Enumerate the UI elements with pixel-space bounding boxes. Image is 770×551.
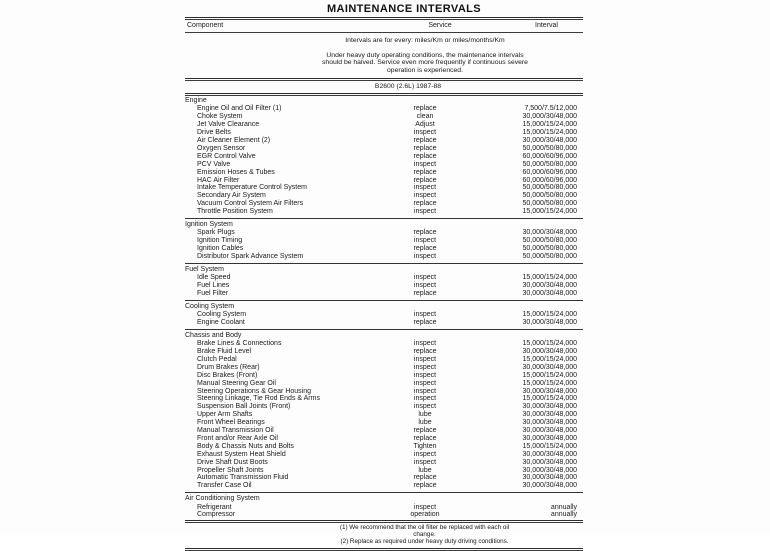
table-row (185, 137, 583, 145)
service-cell: replace (413, 347, 437, 355)
table-row (185, 237, 583, 245)
component-cell: Fuel Filter (197, 289, 229, 297)
table-row (185, 403, 583, 411)
page-title: MAINTENANCE INTERVALS (326, 3, 482, 15)
component-cell: Brake Lines & Connections (197, 340, 282, 348)
interval-cell: 30,000/30/48,000 (522, 113, 577, 121)
table-row (185, 274, 583, 282)
interval-cell: 15,000/15/24,000 (522, 340, 577, 348)
interval-cell: 30,000/30/48,000 (522, 318, 577, 326)
component-cell: Suspension Ball Joints (Front) (197, 403, 291, 411)
interval-cell: 30,000/30/48,000 (522, 137, 577, 145)
table-row (185, 419, 583, 427)
table-row (185, 290, 583, 298)
service-cell: inspect (413, 363, 437, 371)
component-cell: Front and/or Rear Axle Oil (197, 434, 278, 442)
column-header-interval: Interval (535, 22, 558, 29)
maintenance-intervals-table (185, 17, 583, 551)
interval-cell: 60,000/60/96,000 (522, 176, 577, 184)
interval-cell: 50,000/50/80,000 (522, 253, 577, 261)
table-row (185, 511, 583, 519)
interval-cell: 30,000/30/48,000 (522, 458, 577, 466)
component-cell: Air Cleaner Element (2) (197, 137, 271, 145)
table-row (185, 340, 583, 348)
component-cell: HAC Air Filter (197, 176, 240, 184)
interval-cell: 50,000/50/80,000 (522, 237, 577, 245)
service-cell: replace (413, 482, 437, 490)
interval-cell: 30,000/30/48,000 (522, 450, 577, 458)
component-cell: Refrigerant (197, 503, 232, 511)
intervals-note: Intervals are for every: miles/Km or miles/months/Km (345, 37, 505, 44)
table-row (185, 372, 583, 380)
interval-cell: 30,000/30/48,000 (522, 474, 577, 482)
component-cell: Steering Operations & Gear Housing (197, 387, 312, 395)
interval-cell: 50,000/50/80,000 (522, 184, 577, 192)
section-title: Air Conditioning System (185, 495, 260, 503)
component-cell: Disc Brakes (Front) (197, 371, 258, 379)
interval-cell: 30,000/30/48,000 (522, 482, 577, 490)
table-row (185, 253, 583, 261)
interval-cell: 15,000/15/24,000 (522, 395, 577, 403)
component-cell: Distributor Spark Advance System (197, 253, 304, 261)
interval-cell: 50,000/50/80,000 (522, 144, 577, 152)
component-cell: Front Wheel Bearings (197, 419, 265, 427)
interval-cell: 50,000/50/80,000 (522, 160, 577, 168)
service-cell: replace (413, 427, 437, 435)
service-cell: inspect (413, 274, 437, 282)
section-title: Engine (185, 97, 207, 105)
section-title: Fuel System (185, 265, 224, 273)
table-row (185, 364, 583, 372)
service-cell: inspect (413, 237, 437, 245)
table-row (185, 153, 583, 161)
component-cell: Propeller Shaft Joints (197, 466, 264, 474)
component-cell: EGR Control Valve (197, 152, 256, 160)
service-cell: operation (410, 511, 440, 519)
table-row (185, 177, 583, 185)
table-row (185, 208, 583, 216)
interval-cell: 30,000/30/48,000 (522, 229, 577, 237)
service-cell: replace (413, 318, 437, 326)
table-row (185, 474, 583, 482)
interval-cell: 30,000/30/48,000 (522, 363, 577, 371)
component-cell: Choke System (197, 113, 243, 121)
service-cell: replace (413, 176, 437, 184)
service-cell: inspect (413, 340, 437, 348)
footnote: (1) We recommend that the oil filter be replaced with each oil change. (339, 524, 510, 538)
component-cell: Ignition Cables (197, 245, 244, 253)
component-cell: Spark Plugs (197, 229, 235, 237)
service-cell: inspect (413, 387, 437, 395)
service-cell: replace (413, 474, 437, 482)
component-cell: Fuel Lines (197, 282, 230, 290)
component-cell: Idle Speed (197, 274, 231, 282)
component-cell: Drive Belts (197, 129, 231, 137)
component-cell: Drum Brakes (Rear) (197, 363, 260, 371)
service-cell: inspect (413, 282, 437, 290)
interval-cell: 50,000/50/80,000 (522, 192, 577, 200)
service-cell: replace (413, 137, 437, 145)
table-row (185, 348, 583, 356)
table-row (185, 192, 583, 200)
table-row (185, 411, 583, 419)
table-row (185, 443, 583, 451)
table-section (185, 300, 583, 328)
component-cell: Brake Fluid Level (197, 347, 252, 355)
interval-cell: 30,000/30/48,000 (522, 387, 577, 395)
component-cell: PCV Valve (197, 160, 231, 168)
component-cell: Drive Shaft Dust Boots (197, 458, 268, 466)
component-cell: Emission Hoses & Tubes (197, 168, 275, 176)
service-cell: inspect (413, 253, 437, 261)
section-title: Chassis and Body (185, 331, 242, 339)
service-cell: lube (418, 411, 432, 419)
service-cell: inspect (413, 450, 437, 458)
footnotes (185, 523, 583, 548)
service-cell: inspect (413, 379, 437, 387)
table-header-row (185, 20, 583, 32)
interval-cell: 15,000/15/24,000 (522, 442, 577, 450)
interval-cell: 15,000/15/24,000 (522, 311, 577, 319)
component-cell: Clutch Pedal (197, 355, 237, 363)
table-row (185, 380, 583, 388)
interval-cell: 15,000/15/24,000 (522, 355, 577, 363)
table-row (185, 229, 583, 237)
table-row (185, 113, 583, 121)
service-cell: replace (413, 152, 437, 160)
service-cell: inspect (413, 311, 437, 319)
column-header-component: Component (187, 22, 224, 29)
component-cell: Body & Chassis Nuts and Bolts (197, 442, 294, 450)
interval-cell: 30,000/30/48,000 (522, 289, 577, 297)
component-cell: Compressor (197, 511, 236, 519)
footnote: (2) Replace as required under heavy duty driving conditions. (340, 537, 509, 545)
service-cell: replace (413, 105, 437, 113)
component-cell: Vacuum Control System Air Filters (197, 200, 304, 208)
table-row (185, 311, 583, 319)
interval-cell: 15,000/15/24,000 (522, 121, 577, 129)
interval-cell: 15,000/15/24,000 (522, 129, 577, 137)
table-row (185, 435, 583, 443)
table-section (185, 492, 583, 520)
service-cell: inspect (413, 184, 437, 192)
table-row (185, 245, 583, 253)
service-cell: inspect (413, 503, 437, 511)
table-row (185, 184, 583, 192)
table-row (185, 169, 583, 177)
interval-cell: 7,500/7.5/12,000 (524, 105, 577, 113)
table-body (185, 96, 583, 520)
interval-cell: 15,000/15/24,000 (522, 371, 577, 379)
service-cell: replace (413, 200, 437, 208)
service-cell: Tighten (413, 442, 437, 450)
column-header-service: Service (428, 22, 452, 29)
interval-cell: 60,000/60/96,000 (522, 168, 577, 176)
interval-cell: 30,000/30/48,000 (522, 434, 577, 442)
table-section (185, 263, 583, 299)
table-section (185, 329, 583, 491)
interval-cell: 30,000/30/48,000 (522, 466, 577, 474)
interval-cell: annually (550, 503, 577, 511)
service-cell: inspect (413, 355, 437, 363)
model-header: B2600 (2.6L) 1987-88 (374, 83, 442, 91)
interval-cell: 50,000/50/80,000 (522, 245, 577, 253)
component-cell: Engine Oil and Oil Filter (1) (197, 105, 282, 113)
table-row (185, 319, 583, 327)
service-cell: inspect (413, 395, 437, 403)
table-row (185, 395, 583, 403)
component-cell: Cooling System (197, 311, 247, 319)
interval-cell: 30,000/30/48,000 (522, 347, 577, 355)
table-row (185, 145, 583, 153)
component-cell: Oxygen Sensor (197, 144, 246, 152)
table-section (185, 96, 583, 217)
service-cell: Adjust (415, 121, 435, 129)
interval-cell: 30,000/30/48,000 (522, 411, 577, 419)
service-cell: inspect (413, 192, 437, 200)
service-cell: replace (413, 229, 437, 237)
service-cell: inspect (413, 160, 437, 168)
service-cell: lube (418, 466, 432, 474)
interval-cell: 60,000/60/96,000 (522, 152, 577, 160)
table-row (185, 482, 583, 490)
heavy-duty-note: Under heavy duty operating conditions, the maintenance intervals should be halved. Service even more frequently if continuous severe operation is experienced. (322, 52, 528, 74)
divider-header (185, 32, 583, 33)
component-cell: Throttle Position System (197, 208, 273, 216)
table-row (185, 427, 583, 435)
service-cell: replace (413, 245, 437, 253)
component-cell: Jet Valve Clearance (197, 121, 260, 129)
component-cell: Engine Coolant (197, 318, 245, 326)
service-cell: replace (413, 434, 437, 442)
service-cell: inspect (413, 208, 437, 216)
component-cell: Manual Transmission Oil (197, 427, 274, 435)
service-cell: inspect (413, 371, 437, 379)
service-cell: replace (413, 289, 437, 297)
table-row (185, 356, 583, 364)
component-cell: Steering Linkage, Tie Rod Ends & Arms (197, 395, 320, 403)
interval-cell: annually (550, 511, 577, 519)
table-row (185, 467, 583, 475)
table-row (185, 282, 583, 290)
table-row (185, 504, 583, 512)
interval-cell: 15,000/15/24,000 (522, 274, 577, 282)
interval-cell: 50,000/50/80,000 (522, 200, 577, 208)
component-cell: Automatic Transmission Fluid (197, 474, 289, 482)
table-row (185, 388, 583, 396)
component-cell: Exhaust System Heat Shield (197, 450, 286, 458)
interval-cell: 30,000/30/48,000 (522, 419, 577, 427)
service-cell: replace (413, 144, 437, 152)
table-row (185, 161, 583, 169)
table-section (185, 218, 583, 262)
service-cell: clean (416, 113, 434, 121)
component-cell: Secondary Air System (197, 192, 266, 200)
interval-cell: 15,000/15/24,000 (522, 379, 577, 387)
component-cell: Ignition Timing (197, 237, 243, 245)
interval-cell: 30,000/30/48,000 (522, 427, 577, 435)
interval-cell: 15,000/15/24,000 (522, 208, 577, 216)
component-cell: Intake Temperature Control System (197, 184, 307, 192)
component-cell: Transfer Case Oil (197, 482, 252, 490)
service-cell: replace (413, 168, 437, 176)
service-cell: inspect (413, 129, 437, 137)
table-row (185, 200, 583, 208)
section-title: Cooling System (185, 302, 235, 310)
table-row (185, 451, 583, 459)
table-row (185, 121, 583, 129)
table-row (185, 129, 583, 137)
interval-cell: 30,000/30/48,000 (522, 403, 577, 411)
service-cell: inspect (413, 403, 437, 411)
service-cell: inspect (413, 458, 437, 466)
section-title: Ignition System (185, 221, 233, 229)
interval-cell: 30,000/30/48,000 (522, 282, 577, 290)
table-row (185, 105, 583, 113)
component-cell: Upper Arm Shafts (197, 411, 253, 419)
service-cell: lube (418, 419, 432, 427)
component-cell: Manual Steering Gear Oil (197, 379, 276, 387)
table-row (185, 459, 583, 467)
